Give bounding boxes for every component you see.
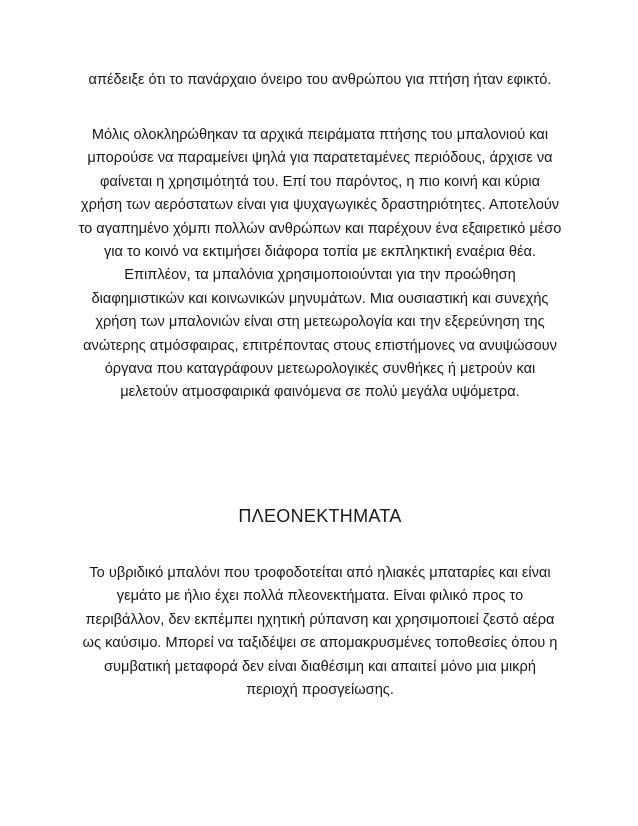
section-heading-advantages: ΠΛΕΟΝΕΚΤΗΜΑΤΑ <box>238 506 402 526</box>
paragraph-intro-continuation: απέδειξε ότι το πανάρχαιο όνειρο του ανθρώπου για πτήση ήταν εφικτό. <box>88 72 552 88</box>
paragraph-balloon-uses: Μόλις ολοκληρώθηκαν τα αρχικά πειράματα πτήσης του μπαλονιού και μπορούσε να παραμείνει ψηλά για παρατεταμένες περιόδους, άρχισε να φαίνεται η χρησιμότητά του. Επί του παρόντος, η πιο κοινή και κύρια χρήση των αερόστατων είναι για ψυχαγωγικές δραστηριότητες. Αποτελούν το αγαπημένο χόμπι πολλών ανθρώπων και παρέχουν ένα εξαιρετικό μέσο για το κοινό να εκτιμήσει διάφορα τοπία με εκπληκτική εναέρια θέα. Επιπλέον, τα μπαλόνια χρησιμοποιούνται για την προώθηση διαφημιστικών και κοινωνικών μηνυμάτων. Μια ουσιαστική και συνεχής χρήση των μπαλονιών είναι στη μετεωρολογία και την εξερεύνηση της ανώτερης ατμόσφαιρας, επιτρέποντας στους επιστήμονες να ανυψώσουν όργανα που καταγράφουν μετεωρολογικές συνθήκες ή μετρούν και μελετούν ατμοσφαιρικά φαινόμενα σε πολύ μεγάλα υψόμετρα. <box>78 127 562 401</box>
paragraph-advantages: Το υβριδικό μπαλόνι που τροφοδοτείται από ηλιακές μπαταρίες και είναι γεμάτο με ήλιο έχει πολλά πλεονεκτήματα. Είναι φιλικό προς το περιβάλλον, δεν εκπέμπει ηχητική ρύπανση και χρησιμοποιεί ζεστό αέρα ως καύσιμο. Μπορεί να ταξιδέψει σε απομακρυσμένες τοποθεσίες όπου η συμβατική μεταφορά δεν είναι διαθέσιμη και απαιτεί μόνο μια μικρή περιοχή προσγείωσης. <box>82 565 558 699</box>
